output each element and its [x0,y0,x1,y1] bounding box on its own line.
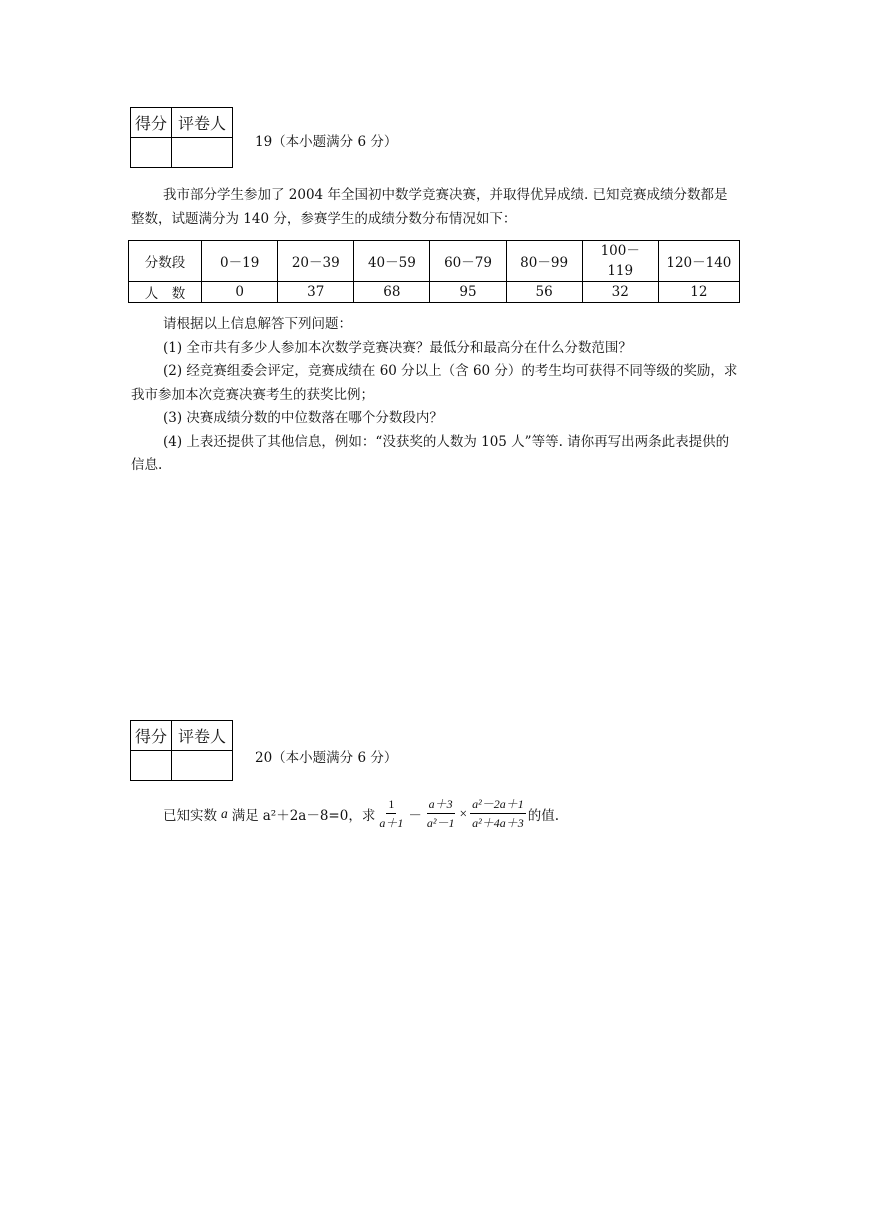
range-cell-line2: 119 [607,263,634,279]
q20-text-after: 的值. [527,807,559,824]
q20-score-cell [131,751,172,781]
q19-score-label: 得分 [131,108,172,138]
fraction-2-denominator: a²－1 [426,816,455,830]
q20-score-box [130,720,233,781]
score-distribution-table [128,240,740,303]
q19-score-cell [131,138,172,168]
q19-intro: 我市部分学生参加了 2004 年全国初中数学竞赛决赛，并取得优异成绩. 已知竞赛成绩分数都是整数，试题满分为 140 分，参赛学生的成绩分数分布情况如下： [131,187,728,227]
q19-item-3: (3) 决赛成绩分数的中位数落在哪个分数段内？ [163,410,443,426]
row-header-count: 人 数 [129,282,202,303]
count-cell: 0 [202,282,278,303]
table-row [129,241,740,282]
fraction-3-numerator: a²－2a＋1 [470,796,526,814]
q19-item-1: (1) 全市共有多少人参加本次数学竞赛决赛？最低分和最高分在什么分数范围？ [163,339,632,356]
fraction-2 [425,796,457,831]
range-cell-two-line [582,241,658,282]
range-cell: 120－140 [658,241,739,282]
fraction-2-numerator: a＋3 [427,796,455,814]
q20-text-before: 已知实数 [163,807,217,824]
q19-sub-questions [131,313,741,478]
q20-grader-cell [172,751,233,781]
range-cell: 80－99 [506,241,582,282]
q19-grader-cell [172,138,233,168]
q19-item-4: (4) 上表还提供了其他信息，例如：“没获奖的人数为 105 人”等等. 请你再写出两条此表提供的信息. [131,433,730,473]
q20-equation: a²＋2a－8=0 [262,807,349,824]
count-cell: 37 [278,282,354,303]
times-sign: × [459,805,468,821]
fraction-3 [470,796,526,831]
range-cell: 0－19 [202,241,278,282]
count-cell: 12 [658,282,739,303]
q20-text-ask: ，求 [348,807,376,824]
q20-score-label: 得分 [131,721,172,751]
q20-statement [163,796,559,831]
range-cell-line1: 100－ [600,243,640,259]
q20-grader-label: 评卷人 [172,721,233,751]
fraction-1 [377,796,405,831]
q19-score-box [130,107,233,168]
q19-prompt: 请根据以上信息解答下列问题： [163,316,352,332]
table-row [129,282,740,303]
count-cell: 56 [506,282,582,303]
q19-grader-label: 评卷人 [172,108,233,138]
minus-sign: － [408,807,422,823]
range-cell: 40－59 [354,241,430,282]
row-header-range: 分数段 [129,241,202,282]
q20-text-mid: 满足 [231,807,259,824]
count-cell: 32 [582,282,658,303]
count-cell: 68 [354,282,430,303]
fraction-3-denominator: a²＋4a＋3 [472,816,524,830]
q20-heading: 20（本小题满分 6 分） [255,750,398,766]
fraction-1-numerator: 1 [386,796,396,814]
count-cell: 95 [430,282,506,303]
range-cell: 20－39 [278,241,354,282]
fraction-1-denominator: a＋1 [379,816,404,830]
q19-heading: 19（本小题满分 6 分） [255,134,398,150]
q19-item-2: (2) 经竞赛组委会评定，竞赛成绩在 60 分以上（含 60 分）的考生均可获得不同等级的奖励，求我市参加本次竞赛决赛考生的获奖比例； [131,363,738,403]
range-cell: 60－79 [430,241,506,282]
q20-var-a: a [221,805,228,821]
